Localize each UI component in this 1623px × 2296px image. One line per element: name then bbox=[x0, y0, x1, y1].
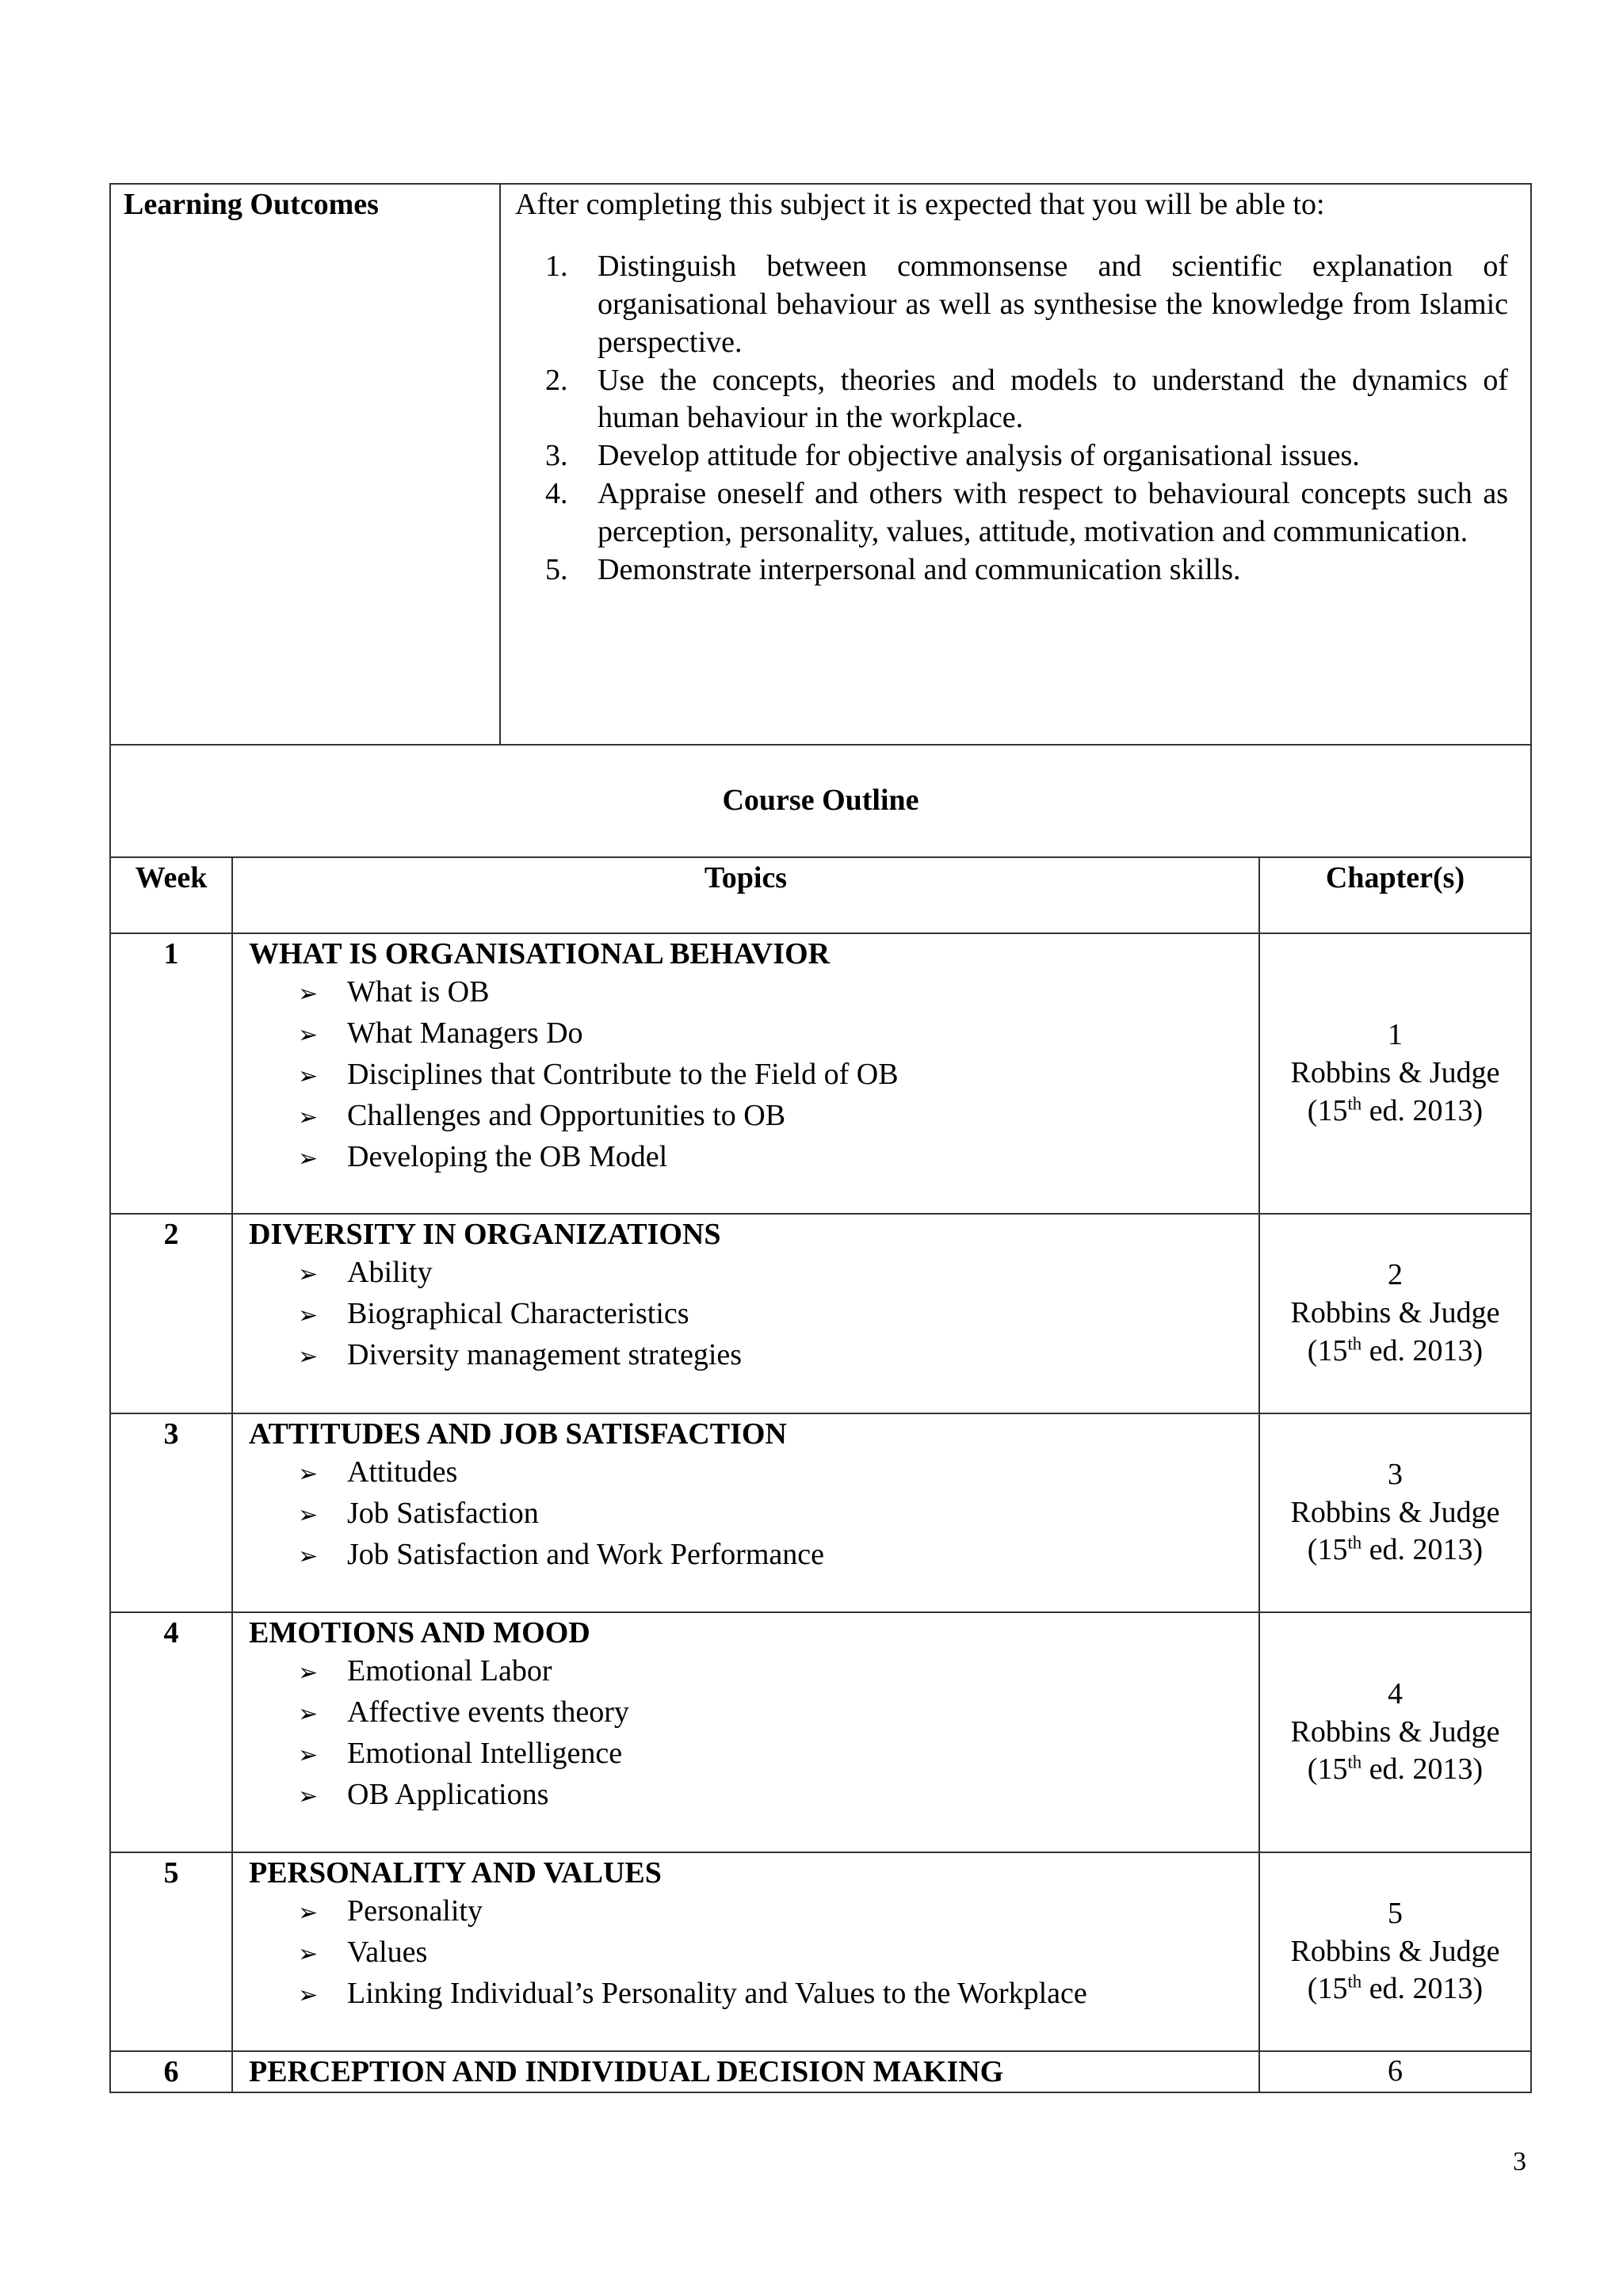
topic-text: Developing the OB Model bbox=[347, 1139, 668, 1173]
arrowhead-bullet-icon: ➢ bbox=[298, 1459, 319, 1488]
reference-edition bbox=[1260, 1531, 1530, 1569]
learning-outcome-text: Develop attitude for objective analysis of organisational issues. bbox=[598, 439, 1360, 473]
topics-header: Topics bbox=[232, 857, 1259, 933]
week-number: 5 bbox=[110, 1852, 232, 2051]
week-row bbox=[110, 1612, 1531, 1852]
topic-item bbox=[249, 1138, 1243, 1180]
topic-text: Attitudes bbox=[347, 1455, 458, 1489]
arrowhead-bullet-icon: ➢ bbox=[298, 1301, 319, 1329]
topic-item bbox=[249, 1536, 1243, 1577]
week-chapter bbox=[1259, 933, 1531, 1214]
arrowhead-bullet-icon: ➢ bbox=[298, 1939, 319, 1968]
arrowhead-bullet-icon: ➢ bbox=[298, 1981, 319, 2009]
arrowhead-bullet-icon: ➢ bbox=[298, 979, 319, 1008]
week-topic-title: PERCEPTION AND INDIVIDUAL DECISION MAKING bbox=[249, 2055, 1004, 2088]
arrowhead-bullet-icon: ➢ bbox=[298, 1658, 319, 1687]
week-chapter bbox=[1259, 1852, 1531, 2051]
week-topic-title: WHAT IS ORGANISATIONAL BEHAVIOR bbox=[249, 937, 831, 971]
chapter-number: 4 bbox=[1388, 1676, 1403, 1711]
topic-list bbox=[249, 1653, 1243, 1817]
topic-text: Challenges and Opportunities to OB bbox=[347, 1098, 786, 1132]
arrowhead-bullet-icon: ➢ bbox=[298, 1542, 319, 1570]
topic-text: Disciplines that Contribute to the Field of OB bbox=[347, 1057, 899, 1091]
week-topics bbox=[232, 1852, 1259, 2051]
arrowhead-bullet-icon: ➢ bbox=[298, 1342, 319, 1371]
table-header-row bbox=[110, 857, 1531, 933]
topic-list bbox=[249, 1454, 1243, 1577]
topic-item bbox=[249, 1295, 1243, 1337]
chapter-number: 2 bbox=[1388, 1258, 1403, 1292]
edition-superscript: th bbox=[1347, 1532, 1362, 1553]
topic-item bbox=[249, 1893, 1243, 1934]
learning-outcome-number: 2. bbox=[545, 363, 568, 397]
topic-item bbox=[249, 1653, 1243, 1694]
topic-text: Emotional Labor bbox=[347, 1653, 552, 1688]
week-row bbox=[110, 1852, 1531, 2051]
edition-superscript: th bbox=[1347, 1752, 1362, 1772]
week-topics bbox=[232, 2051, 1259, 2092]
learning-outcome-number: 5. bbox=[545, 552, 568, 586]
topic-list bbox=[249, 1254, 1243, 1378]
topic-text: Biographical Characteristics bbox=[347, 1296, 689, 1330]
topic-text: Ability bbox=[347, 1255, 433, 1289]
course-outline-title-row bbox=[110, 745, 1531, 857]
topic-text: Emotional Intelligence bbox=[347, 1736, 623, 1770]
learning-outcomes-intro: After completing this subject it is expected that you will be able to: bbox=[515, 188, 1325, 221]
week-number: 4 bbox=[110, 1612, 232, 1852]
topic-text: Values bbox=[347, 1935, 428, 1969]
arrowhead-bullet-icon: ➢ bbox=[298, 1020, 319, 1049]
edition-open: (15 bbox=[1307, 1972, 1348, 2006]
arrowhead-bullet-icon: ➢ bbox=[298, 1782, 319, 1810]
reference-authors: Robbins & Judge bbox=[1290, 1495, 1500, 1529]
topic-item bbox=[249, 1495, 1243, 1536]
topic-item bbox=[249, 1735, 1243, 1776]
edition-superscript: th bbox=[1347, 1971, 1362, 1992]
reference-authors: Robbins & Judge bbox=[1290, 1934, 1500, 1968]
learning-outcomes-content bbox=[500, 184, 1531, 745]
learning-outcome-text: Use the concepts, theories and models to understand the dynamics of human behaviour in the workplace. bbox=[598, 363, 1509, 435]
learning-outcome-text: Appraise oneself and others with respect to behavioural concepts such as perception, personality, values, attitude, motivation and communication. bbox=[598, 477, 1509, 548]
learning-outcome-number: 4. bbox=[545, 477, 568, 511]
week-topics bbox=[232, 1612, 1259, 1852]
reference-edition bbox=[1260, 1751, 1530, 1789]
arrowhead-bullet-icon: ➢ bbox=[298, 1501, 319, 1529]
learning-outcome-item bbox=[515, 551, 1518, 589]
edition-close: ed. 2013) bbox=[1361, 1533, 1484, 1567]
week-number: 2 bbox=[110, 1214, 232, 1413]
learning-outcome-number: 3. bbox=[545, 439, 568, 473]
week-topics bbox=[232, 1413, 1259, 1612]
edition-open: (15 bbox=[1307, 1753, 1348, 1787]
week-number: 3 bbox=[110, 1413, 232, 1612]
topic-text: Diversity management strategies bbox=[347, 1337, 743, 1371]
learning-outcome-item bbox=[515, 437, 1518, 475]
course-outline-title: Course Outline bbox=[110, 745, 1531, 857]
page-number: 3 bbox=[1513, 2147, 1526, 2176]
weeks-body bbox=[110, 933, 1531, 2092]
week-number: 1 bbox=[110, 933, 232, 1214]
topic-text: Job Satisfaction and Work Performance bbox=[347, 1537, 824, 1571]
topic-item bbox=[249, 1056, 1243, 1097]
topic-item bbox=[249, 974, 1243, 1015]
edition-open: (15 bbox=[1307, 1533, 1348, 1567]
reference-authors: Robbins & Judge bbox=[1290, 1296, 1500, 1330]
reference-authors: Robbins & Judge bbox=[1290, 1056, 1500, 1090]
edition-close: ed. 2013) bbox=[1361, 1972, 1484, 2006]
learning-outcome-text: Demonstrate interpersonal and communication skills. bbox=[598, 552, 1241, 586]
learning-outcome-number: 1. bbox=[545, 249, 568, 283]
topic-text: What is OB bbox=[347, 974, 490, 1009]
chapter-number: 1 bbox=[1388, 1018, 1403, 1052]
week-topic-title: EMOTIONS AND MOOD bbox=[249, 1616, 590, 1650]
arrowhead-bullet-icon: ➢ bbox=[298, 1260, 319, 1288]
edition-close: ed. 2013) bbox=[1361, 1753, 1484, 1787]
reference-edition bbox=[1260, 1970, 1530, 2008]
chapters-header: Chapter(s) bbox=[1259, 857, 1531, 933]
topic-text: OB Applications bbox=[347, 1777, 549, 1811]
syllabus-table bbox=[109, 183, 1532, 2093]
week-chapter bbox=[1259, 1214, 1531, 1413]
chapter-number: 3 bbox=[1388, 1457, 1403, 1491]
learning-outcomes-list bbox=[515, 248, 1518, 589]
reference-edition bbox=[1260, 1333, 1530, 1371]
edition-superscript: th bbox=[1347, 1333, 1362, 1354]
week-topics bbox=[232, 1214, 1259, 1413]
reference-authors: Robbins & Judge bbox=[1290, 1714, 1500, 1749]
topic-item bbox=[249, 1776, 1243, 1817]
topic-text: What Managers Do bbox=[347, 1016, 583, 1050]
topic-item bbox=[249, 1454, 1243, 1495]
topic-item bbox=[249, 1694, 1243, 1735]
week-chapter bbox=[1259, 1413, 1531, 1612]
topic-list bbox=[249, 974, 1243, 1180]
topic-text: Affective events theory bbox=[347, 1695, 629, 1729]
topic-item bbox=[249, 1097, 1243, 1138]
topic-item bbox=[249, 1337, 1243, 1378]
week-chapter bbox=[1259, 1612, 1531, 1852]
week-number: 6 bbox=[110, 2051, 232, 2092]
week-topic-title: DIVERSITY IN ORGANIZATIONS bbox=[249, 1218, 721, 1251]
topic-item bbox=[249, 1934, 1243, 1975]
learning-outcome-item bbox=[515, 362, 1518, 438]
week-row bbox=[110, 933, 1531, 1214]
arrowhead-bullet-icon: ➢ bbox=[298, 1898, 319, 1927]
chapter-number: 5 bbox=[1388, 1896, 1403, 1930]
reference-edition bbox=[1260, 1093, 1530, 1131]
week-row bbox=[110, 1413, 1531, 1612]
week-row bbox=[110, 1214, 1531, 1413]
arrowhead-bullet-icon: ➢ bbox=[298, 1062, 319, 1090]
arrowhead-bullet-icon: ➢ bbox=[298, 1741, 319, 1769]
topic-text: Job Satisfaction bbox=[347, 1496, 539, 1530]
arrowhead-bullet-icon: ➢ bbox=[298, 1103, 319, 1131]
topic-item bbox=[249, 1975, 1243, 2016]
topic-item bbox=[249, 1015, 1243, 1056]
learning-outcomes-row bbox=[110, 184, 1531, 745]
chapter-number: 6 bbox=[1388, 2054, 1403, 2088]
week-topic-title: PERSONALITY AND VALUES bbox=[249, 1856, 662, 1890]
week-row bbox=[110, 2051, 1531, 2092]
learning-outcomes-label: Learning Outcomes bbox=[110, 184, 500, 745]
week-chapter bbox=[1259, 2051, 1531, 2092]
arrowhead-bullet-icon: ➢ bbox=[298, 1699, 319, 1728]
topic-text: Linking Individual’s Personality and Values to the Workplace bbox=[347, 1976, 1087, 2010]
week-header: Week bbox=[110, 857, 232, 933]
edition-open: (15 bbox=[1307, 1333, 1348, 1367]
topic-text: Personality bbox=[347, 1894, 483, 1928]
topic-list bbox=[249, 1893, 1243, 2016]
edition-open: (15 bbox=[1307, 1093, 1348, 1127]
week-topic-title: ATTITUDES AND JOB SATISFACTION bbox=[249, 1417, 787, 1451]
learning-outcome-text: Distinguish between commonsense and scientific explanation of organisational behaviour as well as synthesise the knowledge from Islamic perspective. bbox=[598, 249, 1509, 359]
learning-outcome-item bbox=[515, 475, 1518, 551]
edition-close: ed. 2013) bbox=[1361, 1333, 1484, 1367]
arrowhead-bullet-icon: ➢ bbox=[298, 1144, 319, 1173]
learning-outcome-item bbox=[515, 248, 1518, 362]
week-topics bbox=[232, 933, 1259, 1214]
edition-superscript: th bbox=[1347, 1093, 1362, 1114]
edition-close: ed. 2013) bbox=[1361, 1093, 1484, 1127]
topic-item bbox=[249, 1254, 1243, 1295]
